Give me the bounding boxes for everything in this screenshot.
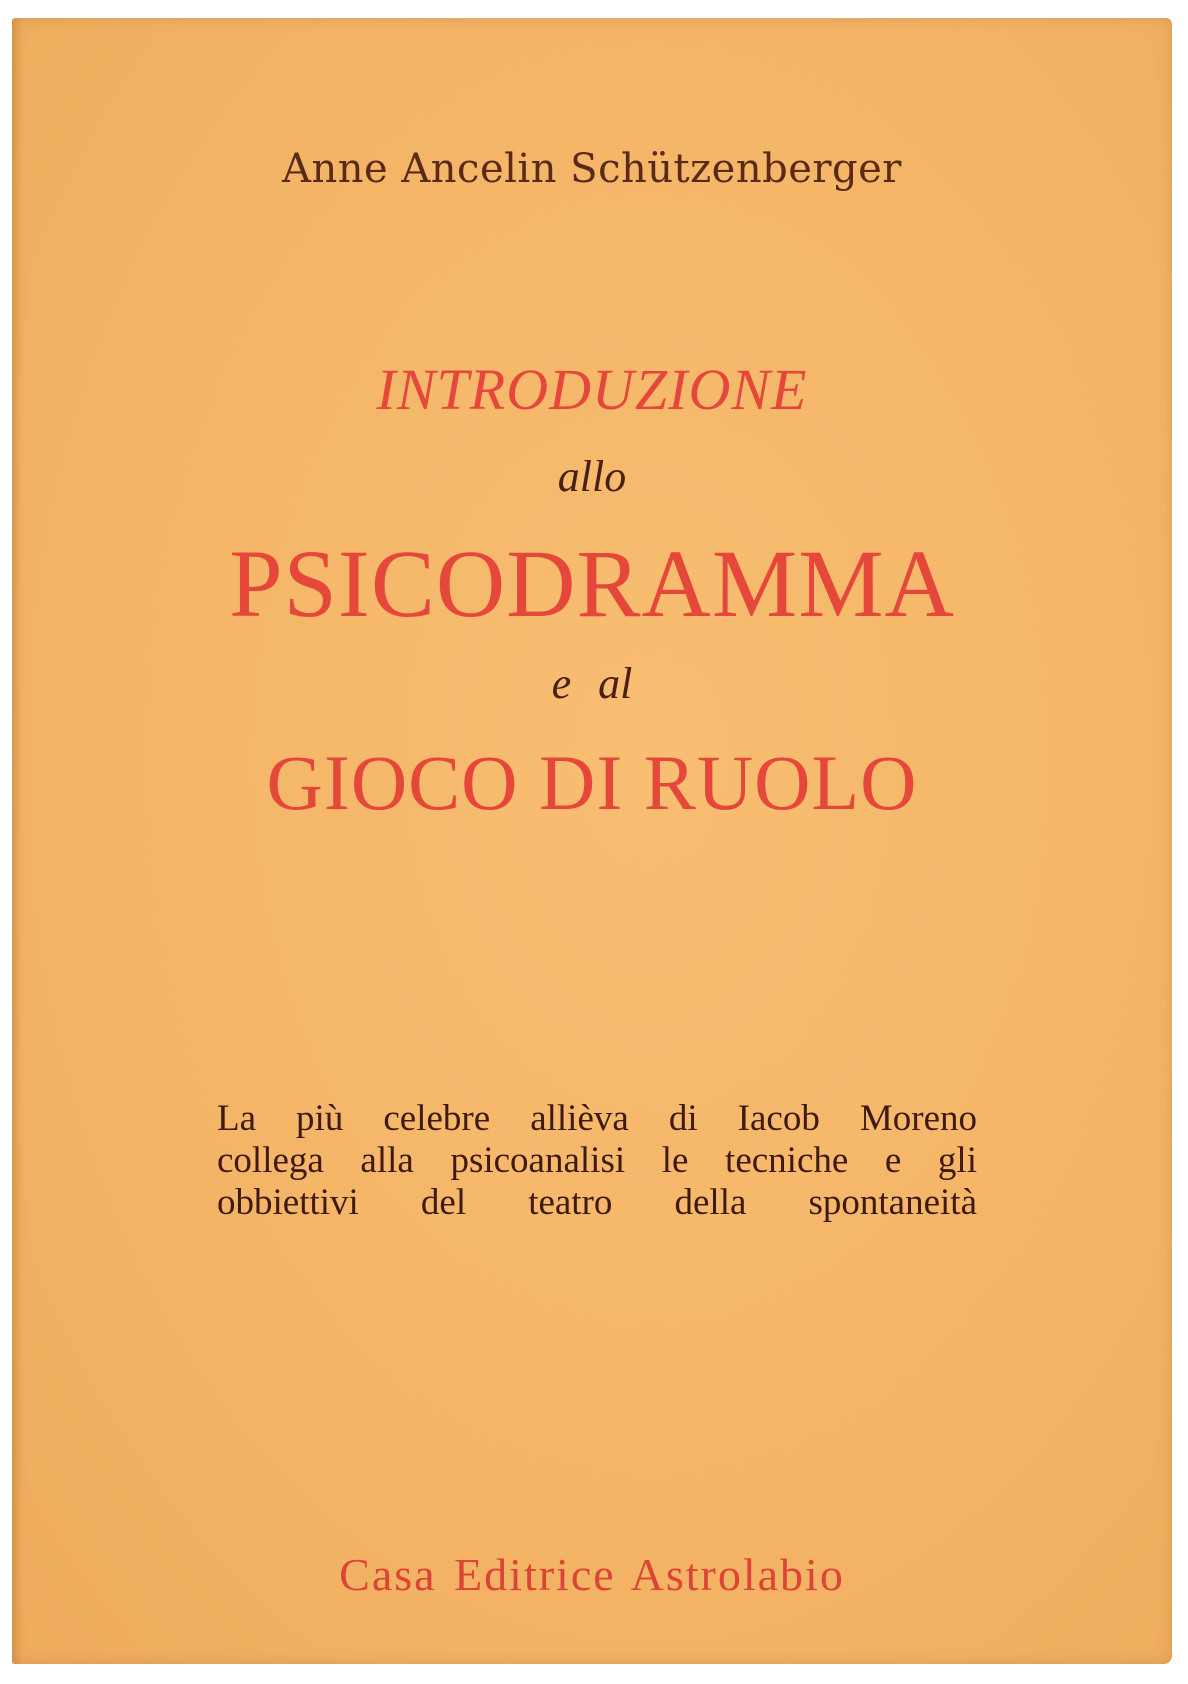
book-cover [12, 18, 1172, 1664]
blurb-line: obbiettivi del teatro della spontaneità [217, 1182, 977, 1223]
title-introduzione: INTRODUZIONE [376, 357, 808, 422]
spine-edge [12, 18, 22, 1664]
blurb-line: La più celebre allièva di Iacob Moreno [217, 1098, 977, 1139]
author-name: Anne Ancelin Schützenberger [282, 146, 902, 192]
title-e-al: e al [551, 659, 633, 708]
title-gioco-di-ruolo: GIOCO DI RUOLO [266, 739, 918, 826]
cover-blurb [217, 1098, 977, 1224]
blurb-line: collega alla psicoanalisi le tecniche e gli [217, 1140, 977, 1181]
title-psicodramma: PSICODRAMMA [229, 530, 955, 637]
publisher-name: Casa Editrice Astrolabio [339, 1549, 845, 1600]
title-allo: allo [557, 452, 627, 501]
